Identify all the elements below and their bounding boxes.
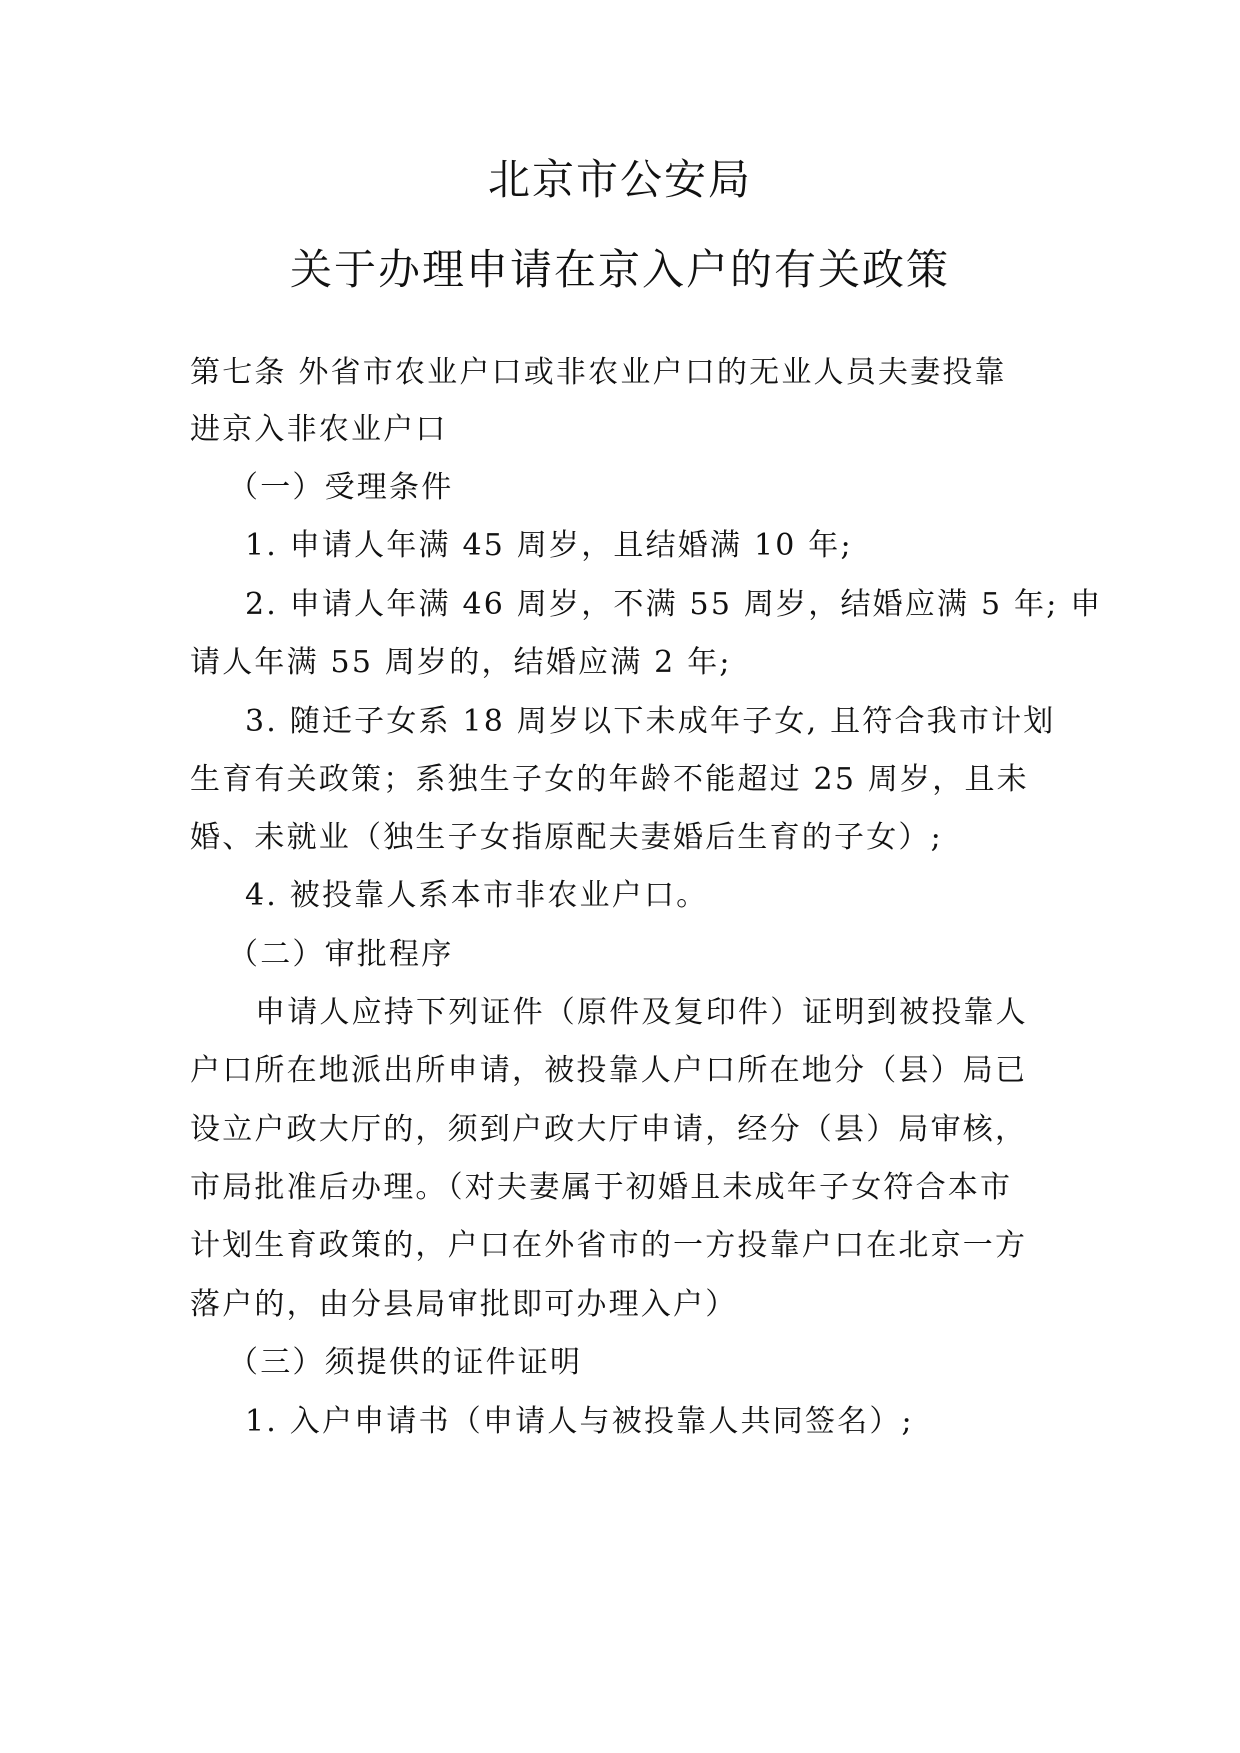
section-heading-conditions: （一）受理条件 [228,470,454,505]
condition-item-1: 1. 申请人年满 45 周岁，且结婚满 10 年; [245,528,853,563]
section-heading-procedure: （二）审批程序 [228,937,454,972]
article-heading: 第七条 外省市农业户口或非农业户口的无业人员夫妻投靠 [190,355,1007,390]
document-title-agency: 北京市公安局 [487,155,752,204]
procedure-paragraph: 申请人应持下列证件（原件及复印件）证明到被投靠人 [255,995,1028,1030]
procedure-paragraph-line2: 户口所在地派出所申请，被投靠人户口所在地分（县）局已 [190,1053,1028,1088]
condition-item-2: 2. 申请人年满 46 周岁，不满 55 周岁，结婚应满 5 年; 申 [245,587,1103,622]
condition-item-3-cont: 生育有关政策；系独生子女的年龄不能超过 25 周岁，且未 [190,762,1029,797]
document-item-1: 1. 入户申请书（申请人与被投靠人共同签名）; [245,1404,914,1439]
procedure-paragraph-line6: 落户的，由分县局审批即可办理入户） [190,1287,738,1322]
procedure-paragraph-line3: 设立户政大厅的，须到户政大厅申请，经分（县）局审核， [190,1112,1028,1147]
procedure-paragraph-line5: 计划生育政策的，户口在外省市的一方投靠户口在北京一方 [190,1228,1028,1263]
article-heading-cont: 进京入非农业户口 [190,412,448,447]
procedure-paragraph-line4: 市局批准后办理。（对夫妻属于初婚且未成年子女符合本市 [190,1170,1013,1205]
section-heading-documents: （三）须提供的证件证明 [228,1345,583,1380]
condition-item-3: 3. 随迁子女系 18 周岁以下未成年子女, 且符合我市计划 [245,704,1056,739]
condition-item-2-cont: 请人年满 55 周岁的，结婚应满 2 年; [190,645,732,680]
condition-item-4: 4. 被投靠人系本市非农业户口。 [245,878,709,913]
condition-item-3-cont2: 婚、未就业（独生子女指原配夫妻婚后生育的子女）; [190,820,943,855]
document-title-subject: 关于办理申请在京入户的有关政策 [289,245,950,294]
